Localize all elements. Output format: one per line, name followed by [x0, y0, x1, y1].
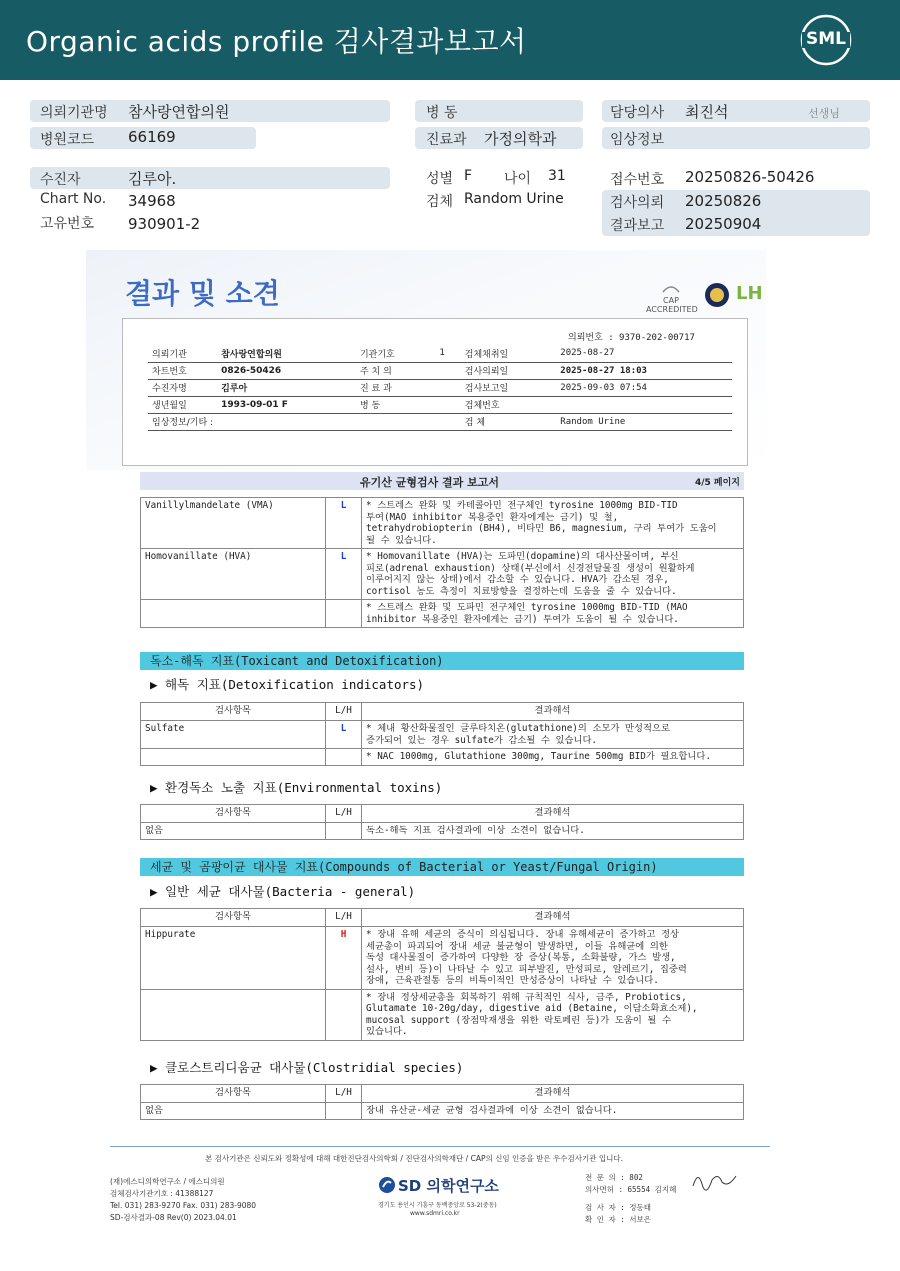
interpretation: * 체내 황산화물질인 글루타치온(glutathione)의 소모가 만성적으로 증가되어 있는 경우 sulfate가 감소될 수 있습니다. [362, 721, 744, 749]
patient-row [30, 167, 390, 189]
meta-cell: 1 [435, 345, 460, 362]
meta-cell [435, 413, 460, 430]
age-label: 나이 [504, 171, 532, 187]
meta-cell: 검 체 [461, 413, 557, 430]
test-item: Sulfate [141, 721, 326, 749]
column-header: L/H [326, 909, 362, 927]
doctor-value: 최진석 [685, 103, 729, 121]
page-title: Organic acids profile 검사결과보고서 [26, 25, 527, 58]
test-item [141, 749, 326, 766]
meta-cell: 검사보고일 [461, 379, 557, 396]
sd-logo-icon [378, 1176, 396, 1194]
lh-flag: L [326, 498, 362, 549]
meta-cell [356, 413, 435, 430]
lh-flag: H [326, 927, 362, 990]
table-row [141, 989, 744, 1040]
meta-cell: 검체채취일 [461, 345, 557, 362]
meta-row [148, 345, 732, 362]
signature-icon [690, 1168, 740, 1192]
table-row [141, 927, 744, 990]
table-header [141, 909, 744, 927]
lh-flag [326, 823, 362, 840]
receipt-value: 20250826-50426 [685, 168, 815, 186]
meta-cell: 기관기호 [356, 345, 435, 362]
detox-subtitle: ▶ 해독 지표(Detoxification indicators) [150, 677, 425, 692]
meta-cell: Random Urine [556, 413, 732, 430]
footer-divider [110, 1146, 770, 1147]
table-row [141, 749, 744, 766]
institution-label: 의뢰기관명 [40, 105, 108, 121]
meta-cell: 의뢰기관 [148, 345, 217, 362]
column-header: 검사항목 [141, 805, 326, 823]
bacterial-section: 세균 및 곰팡이균 대사물 지표(Compounds of Bacterial or Yeast/Fungal Origin) [140, 858, 744, 876]
header-bar [0, 0, 900, 80]
top-results-table [140, 497, 744, 628]
meta-cell: 주 치 의 [356, 362, 435, 379]
env-subtitle: ▶ 환경독소 노출 지표(Environmental toxins) [150, 780, 443, 795]
test-item: Vanillylmandelate (VMA) [141, 498, 326, 549]
request-label: 검사의뢰 [610, 195, 665, 211]
column-header: L/H [326, 805, 362, 823]
report-page-title: 유기산 균형검사 결과 보고서 [360, 476, 499, 489]
table-header [141, 703, 744, 721]
footer-notice: 본 검사기관은 신뢰도와 정확성에 대해 대한진단검사의학회 / 진단검사의학재단 / CAP의 신임 인증을 받은 우수검사기관 입니다. [205, 1154, 623, 1163]
table-header [141, 805, 744, 823]
meta-cell [556, 396, 732, 413]
column-header: 검사항목 [141, 909, 326, 927]
age-value: 31 [548, 168, 566, 184]
sd-brand: SD 의학연구소 [398, 1177, 499, 1195]
patient-value: 김루아. [128, 170, 177, 188]
meta-cell: 병 동 [356, 396, 435, 413]
column-header: 결과해석 [362, 1085, 744, 1103]
column-header: 결과해석 [362, 805, 744, 823]
table-row [141, 600, 744, 628]
receipt-label: 접수번호 [610, 172, 665, 188]
cap-icon [661, 284, 681, 294]
lh-flag: L [326, 549, 362, 600]
meta-cell [435, 379, 460, 396]
test-item: 없음 [141, 1103, 326, 1120]
column-header: 검사항목 [141, 703, 326, 721]
ward-label: 병 동 [426, 105, 458, 121]
page-number: 4/5 페이지 [694, 478, 740, 488]
interpretation: * 장내 정상세균총을 회복하기 위해 규칙적인 식사, 금주, Probiotics, Glutamate 10-20g/day, digestive aid (Betaine, 이담소화효소제), mucosal support (장점막재생을 위한 락토페린 등)가 도움이 될 수 있습니다. [362, 989, 744, 1040]
results-title: 결과 및 소견 [125, 277, 280, 310]
meta-cell: 차트번호 [148, 362, 217, 379]
table-row [141, 823, 744, 840]
meta-cell: 생년월일 [148, 396, 217, 413]
specimen-value: Random Urine [464, 191, 564, 207]
specimen-label: 검체 [426, 194, 454, 210]
sd-url: www.sdmri.co.kr [410, 1210, 460, 1217]
env-table [140, 804, 744, 840]
meta-cell: 김루아 [217, 379, 356, 396]
column-header: 검사항목 [141, 1085, 326, 1103]
meta-row [148, 362, 732, 379]
column-header: 결과해석 [362, 909, 744, 927]
uid-value: 930901-2 [128, 215, 201, 233]
meta-cell: 2025-08-27 [556, 345, 732, 362]
test-item: Homovanillate (HVA) [141, 549, 326, 600]
meta-cell: 진 료 과 [356, 379, 435, 396]
interpretation: * Homovanillate (HVA)는 도파민(dopamine)의 대사산물이며, 부신 피로(adrenal exhaustion) 상태(부신에서 신경전달물질 생성이 원활하게 이루어지지 않는 상태)에서 감소할 수 있습니다. HVA가 감소된 경우, cortisol 농도 측정이 치료방향을 결정하는데 도움을 줄 수 있습니다. [362, 549, 744, 600]
interpretation: 독소-해독 지표 검사결과에 이상 소견이 없습니다. [362, 823, 744, 840]
table-row [141, 549, 744, 600]
interpretation: * 스트레스 완화 및 도파민 전구체인 tyrosine 1000mg BID-TID (MAO inhibitor 복용중인 환자에게는 금기) 투여가 도움이 될 수 있습니다. [362, 600, 744, 628]
lh-flag [326, 989, 362, 1040]
test-item [141, 989, 326, 1040]
hospital-code-label: 병원코드 [40, 132, 95, 148]
table-row [141, 498, 744, 549]
report-label: 결과보고 [610, 218, 665, 234]
test-item [141, 600, 326, 628]
meta-cell [217, 413, 356, 430]
interpretation: * 스트레스 완화 및 카테콜아민 전구체인 tyrosine 1000mg BID-TID 투여(MAO inhibitor 복용중인 환자에게는 금기) 및 철, tetrahydrobiopterin (BH4), 비타민 B6, magnesium, 구리 투여가 도움이 될 수 있습니다. [362, 498, 744, 549]
doctor-label: 담당의사 [610, 105, 665, 121]
request-value: 20250826 [685, 192, 762, 210]
lh-badge: LH [736, 283, 763, 304]
sml-logo-text: SML [806, 29, 846, 49]
meta-cell: 2025-09-03 07:54 [556, 379, 732, 396]
institution-value: 참사랑연합의원 [128, 103, 230, 121]
meta-cell: 2025-08-27 18:03 [556, 362, 732, 379]
meta-cell: 수진자명 [148, 379, 217, 396]
chart-value: 34968 [128, 192, 176, 210]
meta-cell: 검체번호 [461, 396, 557, 413]
meta-row [148, 413, 732, 430]
meta-cell: 1993-09-01 F [217, 396, 356, 413]
interpretation: * NAC 1000mg, Glutathione 300mg, Taurine 500mg BID가 필요합니다. [362, 749, 744, 766]
patient-label: 수진자 [40, 172, 81, 188]
bacteria-subtitle: ▶ 일반 세균 대사물(Bacteria - general) [150, 884, 416, 899]
meta-cell [435, 362, 460, 379]
clostridia-subtitle: ▶ 클로스트리디움균 대사물(Clostridial species) [150, 1060, 464, 1075]
interpretation: * 장내 유해 세균의 증식이 의심됩니다. 장내 유해세균이 증가하고 정상 세균총이 파괴되어 장내 세균 불균형이 발생하면, 이들 유해균에 의한 독성 대사물질이 증가하여 다양한 장 증상(복통, 소화불량, 가스 발생, 설사, 변비 등)이 나타날 수 있고 피부발진, 만성피로, 알레르기, 집중력 장애, 근육관절통 등의 비특이적인 만성증상이 나타날 수 있습니다. [362, 927, 744, 990]
footer-left: (재)에스디의학연구소 / 에스디의원 검체검사기관기호 : 41388127 Tel. 031) 283-9270 Fax. 031) 283-9080 SD-검사결과-08 Rev(0) 2023.04.01 [110, 1177, 257, 1222]
meta-cell: 검사의뢰일 [461, 362, 557, 379]
table-row [141, 721, 744, 749]
footer-right: 전 문 의 : 802 의사면허 : 65554 김지혜 검 사 자 : 정동태 확 인 자 : 서보은 [585, 1173, 677, 1224]
table-row [141, 1103, 744, 1120]
sex-label: 성별 [426, 171, 454, 187]
cap-badge: CAP ACCREDITED [646, 284, 696, 314]
lh-flag [326, 1103, 362, 1120]
report-meta-table [148, 345, 732, 431]
uid-label: 고유번호 [40, 216, 95, 232]
doctor-suffix: 선생님 [808, 107, 840, 120]
sex-value: F [464, 168, 473, 184]
meta-row [148, 379, 732, 396]
clostridia-table [140, 1084, 744, 1120]
seal-icon [704, 282, 730, 308]
interpretation: 장내 유산균-세균 균형 검사결과에 이상 소견이 없습니다. [362, 1103, 744, 1120]
column-header: L/H [326, 1085, 362, 1103]
meta-cell: 참사랑연합의원 [217, 345, 356, 362]
meta-cell: 임상정보/기타 : [148, 413, 217, 430]
test-item: Hippurate [141, 927, 326, 990]
chart-label: Chart No. [40, 191, 107, 207]
test-item: 없음 [141, 823, 326, 840]
detox-table [140, 702, 744, 766]
dept-label: 진료과 [426, 132, 467, 148]
meta-row [148, 396, 732, 413]
hospital-code-value: 66169 [128, 128, 176, 146]
sd-address: 경기도 용인시 기흥구 동백중앙로 53-2(중동) [378, 1202, 497, 1209]
page-title-bar [140, 472, 744, 490]
dept-value: 가정의학과 [484, 130, 557, 148]
meta-cell [435, 396, 460, 413]
report-value: 20250904 [685, 215, 762, 233]
meta-cell: 0826-50426 [217, 362, 356, 379]
lh-flag [326, 749, 362, 766]
lh-flag: L [326, 721, 362, 749]
clinical-label: 임상정보 [610, 132, 665, 148]
lh-flag [326, 600, 362, 628]
column-header: L/H [326, 703, 362, 721]
toxicant-section: 독소-해독 지표(Toxicant and Detoxification) [140, 652, 744, 670]
request-no: 의뢰번호 : 9370-202-00717 [568, 333, 695, 343]
table-header [141, 1085, 744, 1103]
bacteria-table [140, 908, 744, 1041]
column-header: 결과해석 [362, 703, 744, 721]
